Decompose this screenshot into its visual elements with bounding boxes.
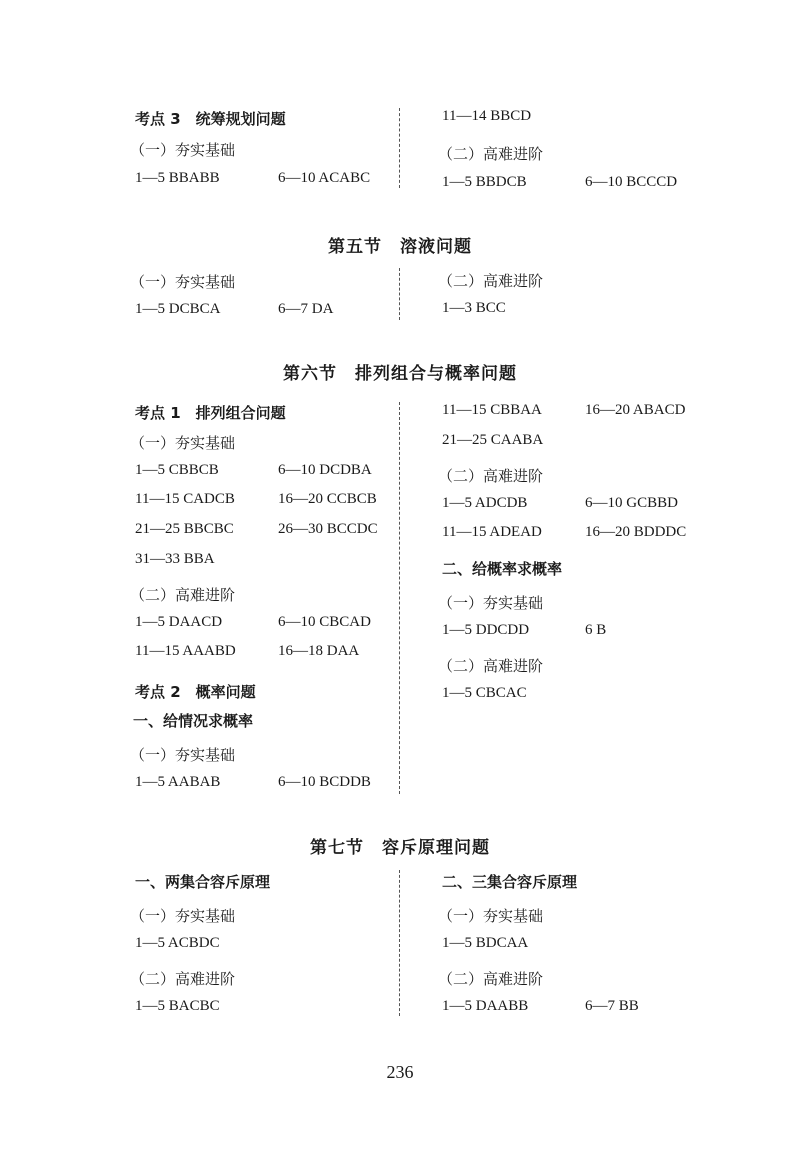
page-number: 236 (386, 1062, 414, 1082)
sub-heading-advanced: （二）高难进阶 (438, 272, 544, 290)
answer-row: 11—15 AAABD (135, 643, 236, 659)
sub-heading-advanced: （二）高难进阶 (438, 145, 544, 163)
answer-row: 31—33 BBA (135, 551, 215, 567)
sub-heading-basic: （一）夯实基础 (438, 907, 544, 925)
section-title-6: 第六节 排列组合与概率问题 (283, 364, 517, 384)
answer-row: 21—25 CAABA (442, 432, 544, 448)
sub-heading-basic: （一）夯实基础 (130, 273, 236, 291)
sub-heading-advanced: （二）高难进阶 (438, 970, 544, 988)
answer-row: 16—20 CCBCB (278, 491, 377, 507)
answer-row: 11—15 CADCB (135, 491, 235, 507)
answer-row: 1—5 CBBCB (135, 462, 219, 478)
answer-row: 1—5 BBABB (135, 170, 220, 186)
sub-heading-basic: （一）夯实基础 (130, 141, 236, 159)
answer-row: 1—5 DAABB (442, 998, 529, 1014)
answer-row: 11—15 CBBAA (442, 402, 542, 418)
subsection-heading: 二、三集合容斥原理 (442, 873, 578, 891)
answer-row: 1—5 DCBCA (135, 301, 221, 317)
answer-row: 11—14 BBCD (442, 108, 532, 124)
answer-row: 6—7 DA (278, 301, 334, 317)
sub-heading-basic: （一）夯实基础 (438, 594, 544, 612)
answer-row: 11—15 ADEAD (442, 524, 542, 540)
answer-row: 6—10 BCDDB (278, 774, 371, 790)
answer-row: 6—7 BB (585, 998, 639, 1014)
subsection-heading: 二、给概率求概率 (442, 560, 563, 578)
answer-row: 16—18 DAA (278, 643, 360, 659)
kaodian1-heading: 考点 1 排列组合问题 (135, 404, 286, 422)
answer-row: 1—3 BCC (442, 300, 506, 316)
answer-row: 6 B (585, 622, 607, 638)
answer-row: 1—5 BBDCB (442, 174, 527, 190)
answer-row: 1—5 BACBC (135, 998, 220, 1014)
subsection-heading: 一、两集合容斥原理 (135, 873, 271, 891)
subsection-heading: 一、给情况求概率 (133, 712, 254, 730)
answer-row: 16—20 BDDDC (585, 524, 687, 540)
sub-heading-advanced: （二）高难进阶 (438, 657, 544, 675)
answer-row: 21—25 BBCBC (135, 521, 234, 537)
answer-row: 16—20 ABACD (585, 402, 686, 418)
section-title-7: 第七节 容斥原理问题 (310, 838, 490, 858)
answer-row: 1—5 DAACD (135, 614, 223, 630)
column-divider (399, 870, 400, 1016)
answer-row: 1—5 ADCDB (442, 495, 528, 511)
answer-row: 6—10 BCCCD (585, 174, 678, 190)
sub-heading-basic: （一）夯实基础 (130, 907, 236, 925)
column-divider (399, 402, 400, 794)
section-title-5: 第五节 溶液问题 (328, 237, 472, 257)
answer-row: 1—5 DDCDD (442, 622, 530, 638)
sub-heading-basic: （一）夯实基础 (130, 746, 236, 764)
kaodian2-heading: 考点 2 概率问题 (135, 683, 256, 701)
sub-heading-advanced: （二）高难进阶 (438, 467, 544, 485)
answer-row: 6—10 ACABC (278, 170, 371, 186)
answer-row: 6—10 GCBBD (585, 495, 678, 511)
answer-row: 1—5 ACBDC (135, 935, 220, 951)
answer-row: 6—10 DCDBA (278, 462, 372, 478)
column-divider (399, 108, 400, 188)
answer-row: 1—5 BDCAA (442, 935, 529, 951)
answer-row: 1—5 CBCAC (442, 685, 527, 701)
answer-row: 26—30 BCCDC (278, 521, 378, 537)
sub-heading-advanced: （二）高难进阶 (130, 586, 236, 604)
sub-heading-advanced: （二）高难进阶 (130, 970, 236, 988)
answer-row: 1—5 AABAB (135, 774, 221, 790)
sub-heading-basic: （一）夯实基础 (130, 434, 236, 452)
column-divider (399, 268, 400, 320)
answer-row: 6—10 CBCAD (278, 614, 371, 630)
kaodian3-heading: 考点 3 统筹规划问题 (135, 110, 286, 128)
